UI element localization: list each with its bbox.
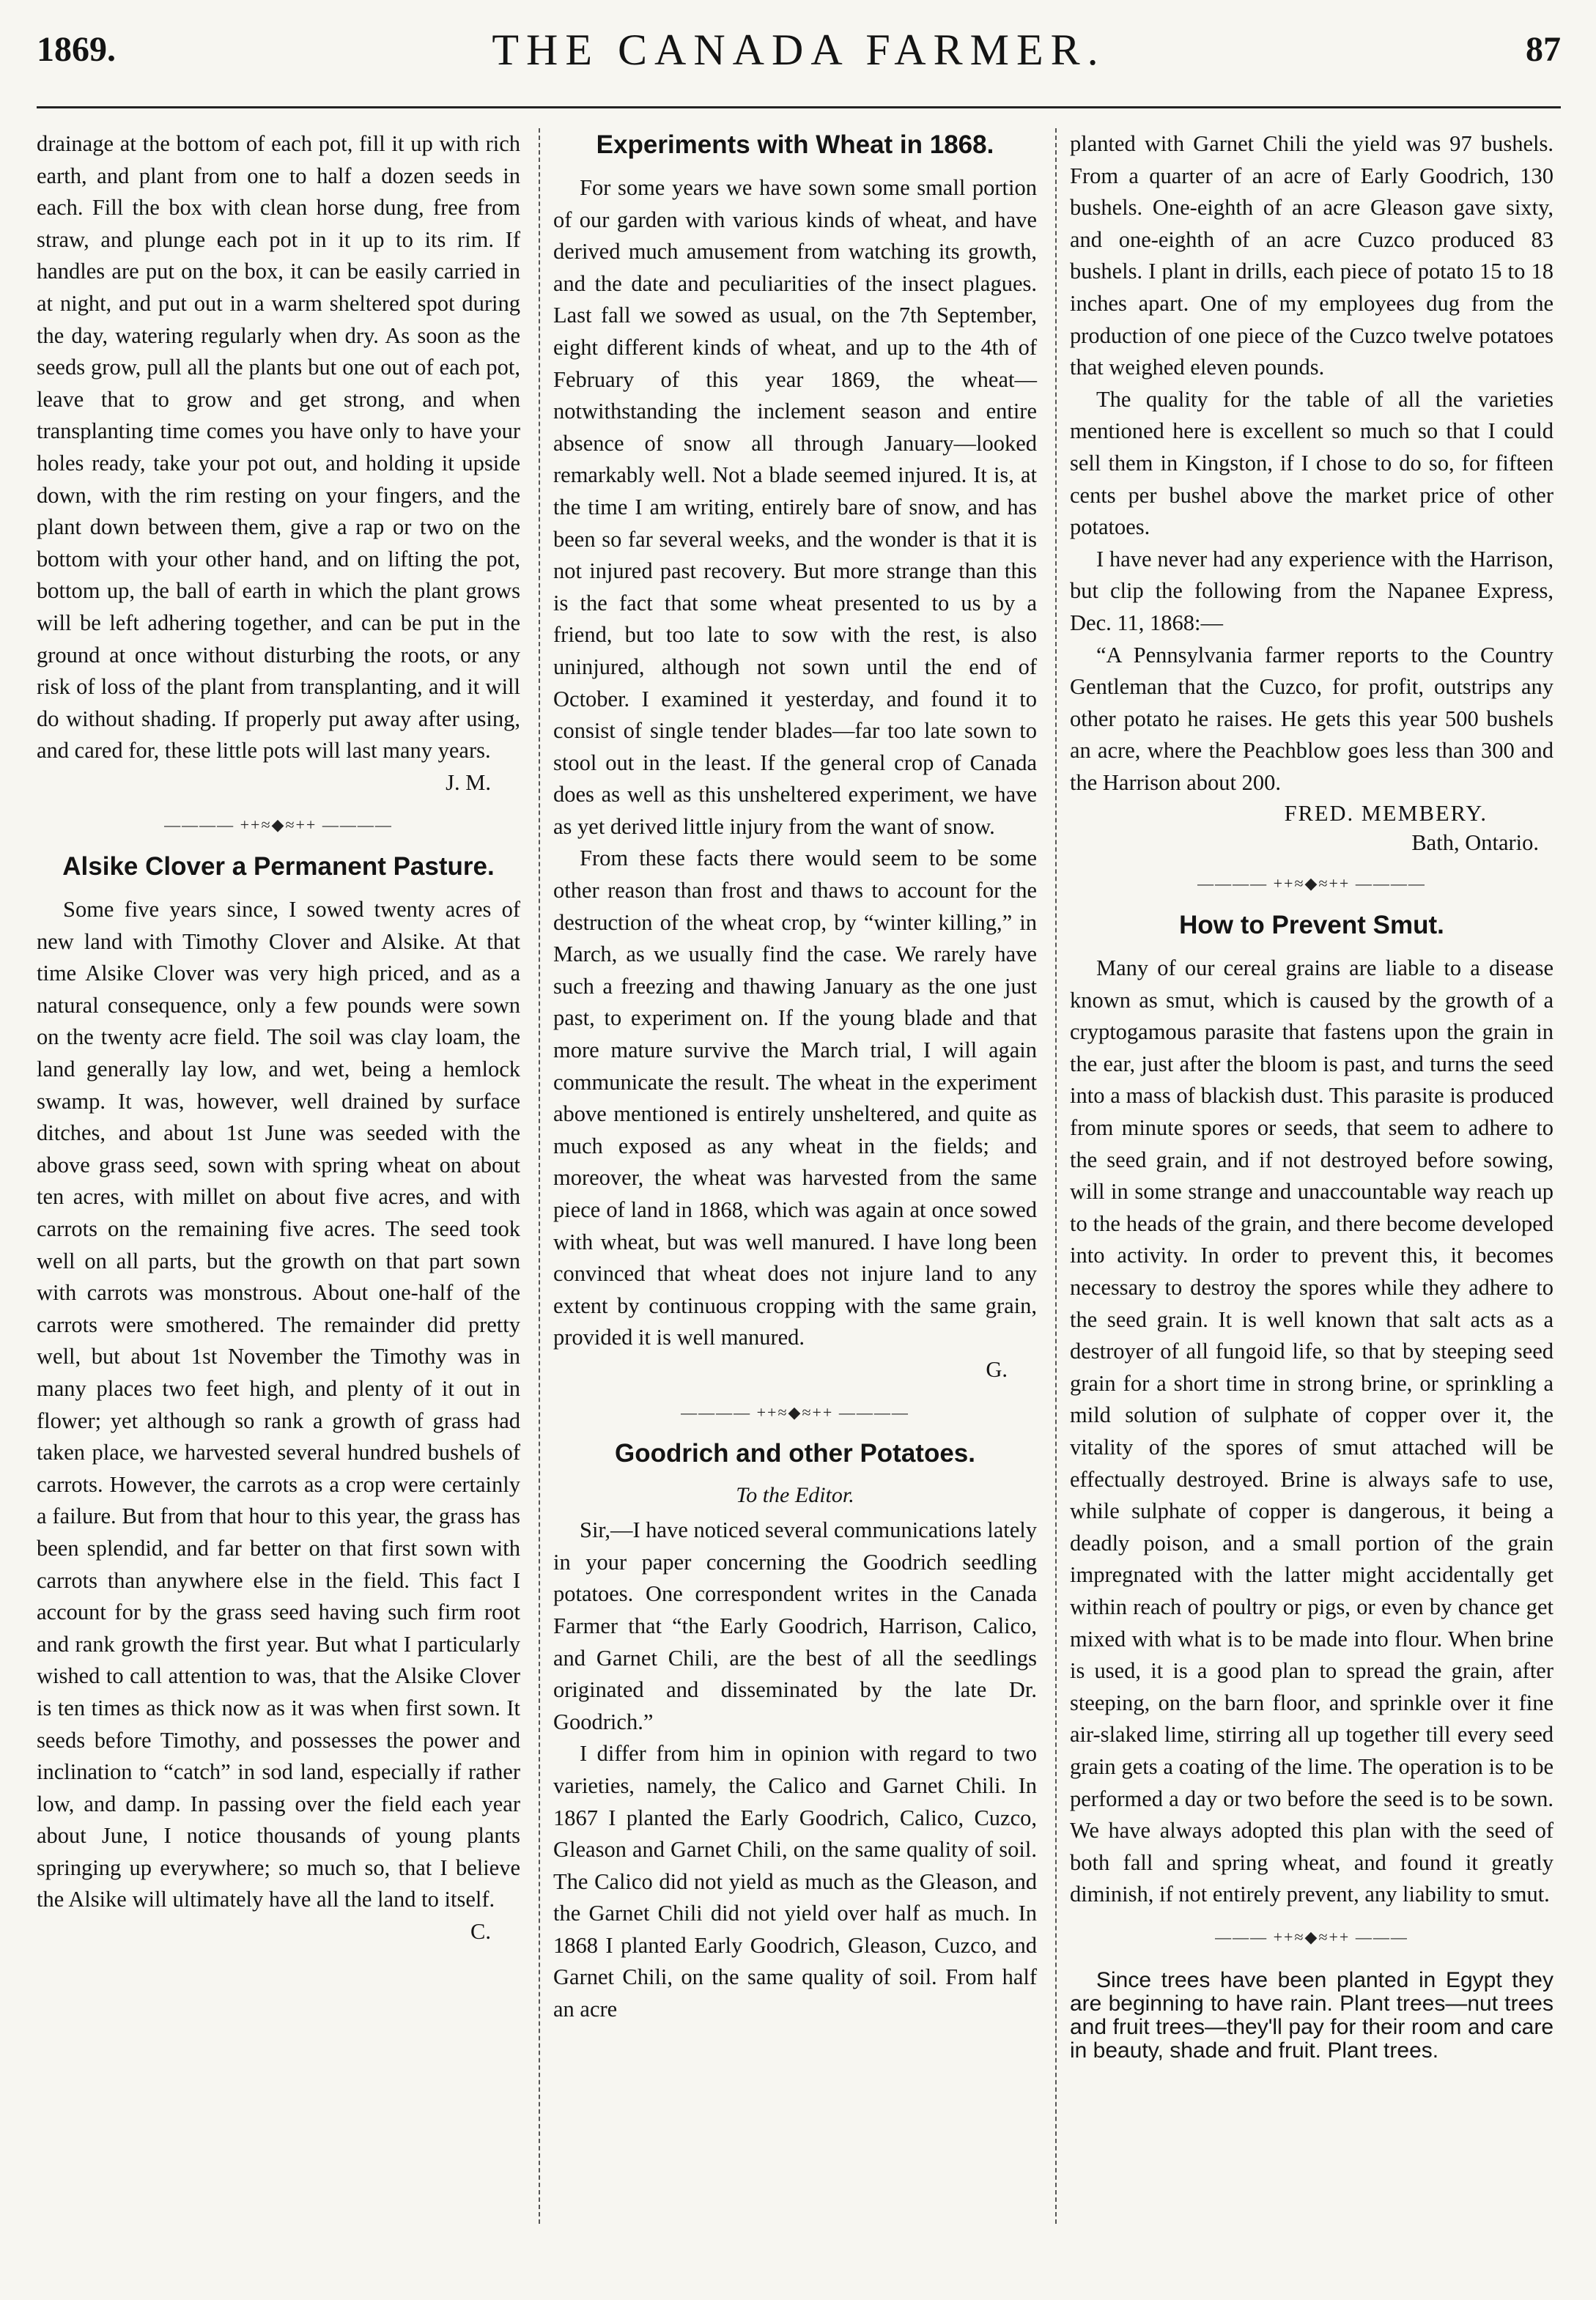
page-number: 87 <box>1526 30 1561 69</box>
article-body: The quality for the table of all the varieties mentioned here is excellent so much so that I could sell them in Kingston, if I chose to do so, for fifteen cents per bushel above the market price of other potatoes. <box>1070 386 1553 540</box>
column-divider <box>1055 128 1057 2224</box>
column-divider <box>539 128 540 2224</box>
article-continuation: planted with Garnet Chili the yield was 97 bushels. From a quarter of an acre of Early Goodrich, 130 bushels. One-eighth of an acre Gleason gave sixty, and one-eighth of an acre Cuzco produced 83 bushels. I plant in drills, each piece of potato 15 to 18 inches apart. One of my employees dug from the production of one piece of the Cuzco twelve potatoes that weighed eleven pounds. <box>1070 131 1553 380</box>
article-heading-goodrich-potatoes: Goodrich and other Potatoes. <box>615 1439 975 1468</box>
publication-title: THE CANADA FARMER. <box>492 26 1106 74</box>
article-signature: J. M. <box>446 769 491 795</box>
column-2 <box>553 128 1037 2026</box>
article-heading-alsike-clover: Alsike Clover a Permanent Pasture. <box>62 852 495 881</box>
article-body: I have never had any experience with the Harrison, but clip the following from the Napanee Express, Dec. 11, 1868:— <box>1070 546 1553 635</box>
article-body: Sir,—I have noticed several communications lately in your paper concerning the Goodrich seedling potatoes. One correspondent writes in the Canada Farmer that “the Early Goodrich, Harrison, Calico, and Garnet Chili, are the best of all the seedlings originated and disseminated by the late Dr. Goodrich.” <box>553 1517 1037 1734</box>
article-body: Many of our cereal grains are liable to a disease known as smut, which is caused by the growth of a cryptogamous parasite that fastens upon the grain in the ear, just after the bloom is past, and turns the seed into a mass of blackish dust. This parasite is produced from minute spores or seeds, that seem to adhere to the seed grain, and if not destroyed before sowing, will in some strange and unaccountable way reach up to the heads of the grain, and there become developed into activity. In order to prevent this, it becomes necessary to destroy the spores while they adhere to the seed grain. It is well known that salt acts as a destroyer of all fungoid life, so that by steeping seed grain for a short time in strong brine, or sprinkling a mild solution of sulphate of copper over it, the vitality of the spores of smut attached will be effectually destroyed. Brine is always safe to use, while sulphate of copper is dangerous, it being a deadly poison, and a small portion of the grain impregnated with the latter might accidentally get within reach of poultry or pigs, or even by chance get mixed with what is to be made into flour. When brine is used, it is a good plan to spread the grain, after steeping, on the barn floor, and sprinkle over it fine air-slaked lime, stirring all up together till every seed grain gets a coating of the lime. The operation is to be performed a day or two before the seed is to be sown. We have always adopted this plan with the seed of both fall and spring wheat, and found it greatly diminish, if not entirely prevent, any liability to smut. <box>1070 955 1553 1907</box>
article-signature-block <box>1070 799 1553 857</box>
masthead-rule <box>37 106 1561 108</box>
article-signature: G. <box>986 1356 1008 1382</box>
section-ornament: ———— ++≈◆≈++ ———— <box>164 816 393 835</box>
section-ornament: ——— ++≈◆≈++ ——— <box>1215 1927 1408 1946</box>
article-body: For some years we have sown some small portion of our garden with various kinds of wheat, and have derived much amusement from watching its growth, and the date and peculiarities of the insect plagues. Last fall we sowed as usual, on the 7th September, eight different kinds of wheat, and up to the 4th of February of this year 1869, the wheat—notwithstanding the inclement season and entire absence of snow all through January—looked remarkably well. Not a blade seemed injured. It is, at the time I am writing, entirely bare of snow, and has been so far several weeks, and the wonder is that it is not injured past recovery. But more strange than this is the fact that some wheat presented to us by a friend, but too late to sow with the rest, is also uninjured, although not sown until the end of October. I examined it yesterday, and found it to consist of single tender blades—far too late sown to stool out in the least. If the general crop of Canada does as well as this unsheltered experiment, we have as yet derived little injury from the want of snow. <box>553 175 1037 839</box>
author-location: Bath, Ontario. <box>1411 830 1539 856</box>
article-heading-prevent-smut: How to Prevent Smut. <box>1179 911 1444 940</box>
filler-note <box>1070 1969 1553 2063</box>
article-signature: C. <box>470 1919 491 1945</box>
section-ornament: ———— ++≈◆≈++ ———— <box>1197 874 1426 893</box>
article-body: I differ from him in opinion with regard to two varieties, namely, the Calico and Garnet Chili. In 1867 I planted the Early Goodrich, Calico, Cuzco, Gleason and Garnet Chili, on the same quality of soil. The Calico did not yield as much as the Gleason, and the Garnet Chili did not yield over half as much. In 1868 I planted Early Goodrich, Gleason, Cuzco, and Garnet Chili, on the same quality of soil. From half an acre <box>553 1741 1037 2022</box>
issue-year: 1869. <box>37 30 116 69</box>
section-ornament: ———— ++≈◆≈++ ———— <box>681 1402 909 1421</box>
filler-note-text: Since trees have been planted in Egypt they are beginning to have rain. Plant trees—nut trees and fruit trees—they'll pay for their room and care in beauty, shade and fruit. Plant trees. <box>1070 1968 1553 2063</box>
column-3 <box>1070 128 1553 2063</box>
article-quote: “A Pennsylvania farmer reports to the Country Gentleman that the Cuzco, for profit, outstrips any other potato he raises. He gets this year 500 bushels an acre, where the Peachblow goes less than 300 and the Harrison about 200. <box>1070 642 1553 795</box>
author-name: FRED. MEMBERY. <box>1284 801 1488 827</box>
article-heading-wheat-experiments: Experiments with Wheat in 1868. <box>596 130 994 159</box>
article-subheading: To the Editor. <box>736 1483 854 1508</box>
article-continuation: drainage at the bottom of each pot, fill it up with rich earth, and plant from one to half a dozen seeds in each. Fill the box with clean horse dung, free from straw, and plunge each pot in it up to its rim. If handles are put on the box, it can be easily carried in at night, and put out in a warm sheltered spot during the day, watering regularly when dry. As soon as the seeds grow, pull all the plants but one out of each pot, leave that to grow and get strong, and when transplanting time comes you have only to have your holes ready, take your pot out, and holding it upside down, with the rim resting on your fingers, and the plant down between them, give a rap or two on the bottom with your other hand, and on lifting the pot, bottom up, the ball of earth in which the plant grows will be left adhering together, and can be put in the ground at once without disturbing the roots, or any risk of loss of the plant from transplanting, and it will do without shading. If properly put away after using, and cared for, these little pots will last many years. <box>37 131 520 763</box>
article-body: From these facts there would seem to be some other reason than frost and thaws to account for the destruction of the wheat crop, by “winter killing,” in March, as we usually find the case. We rarely have such a freezing and thawing January as the one just past, to experiment on. If the young blade and that more mature survive the March trial, I will again communicate the result. The wheat in the experiment above mentioned is entirely unsheltered, and quite as much exposed as any wheat in the fields; and moreover, the wheat was harvested from the same piece of land in 1868, which was again at once sowed with wheat, but was well manured. I have long been convinced that wheat does not injure land to any extent by continuous cropping with the same grain, provided it is well manured. <box>553 846 1037 1350</box>
column-1 <box>37 128 520 1948</box>
masthead <box>37 22 1561 103</box>
article-body: Some five years since, I sowed twenty acres of new land with Timothy Clover and Alsike. At that time Alsike Clover was very high priced, and as a natural consequence, only a few pounds were sown on the twenty acre field. The soil was clay loam, the land generally lay low, and wet, being a hemlock swamp. It was, however, well drained by surface ditches, and about 1st June was seeded with the above grass seed, sown with spring wheat on about ten acres, with millet on about five acres, and with carrots on the remaining five acres. The seed took well on all parts, but the growth on that part sown with carrots was monstrous. About one-half of the carrots were smothered. The remainder did pretty well, but about 1st November the Timothy was in many places two feet high, and plenty of it out in flower; yet although so rank a growth of grass had taken place, we harvested several hundred bushels of carrots. However, the carrots as a crop were certainly a failure. But from that hour to this year, the grass has been splendid, and far better on that first sown with carrots than anywhere else in the field. This fact I account for by the grass seed having such firm root and rank growth the first year. But what I particularly wished to call attention to was, that the Alsike Clover is ten times as thick now as it was when first sown. It seeds before Timothy, and possesses the power and inclination to “catch” in sod land, especially if rather low, and damp. In passing over the field each year about June, I notice thousands of young plants springing up everywhere; so much so, that I believe the Alsike will ultimately have all the land to itself. <box>37 897 520 1912</box>
